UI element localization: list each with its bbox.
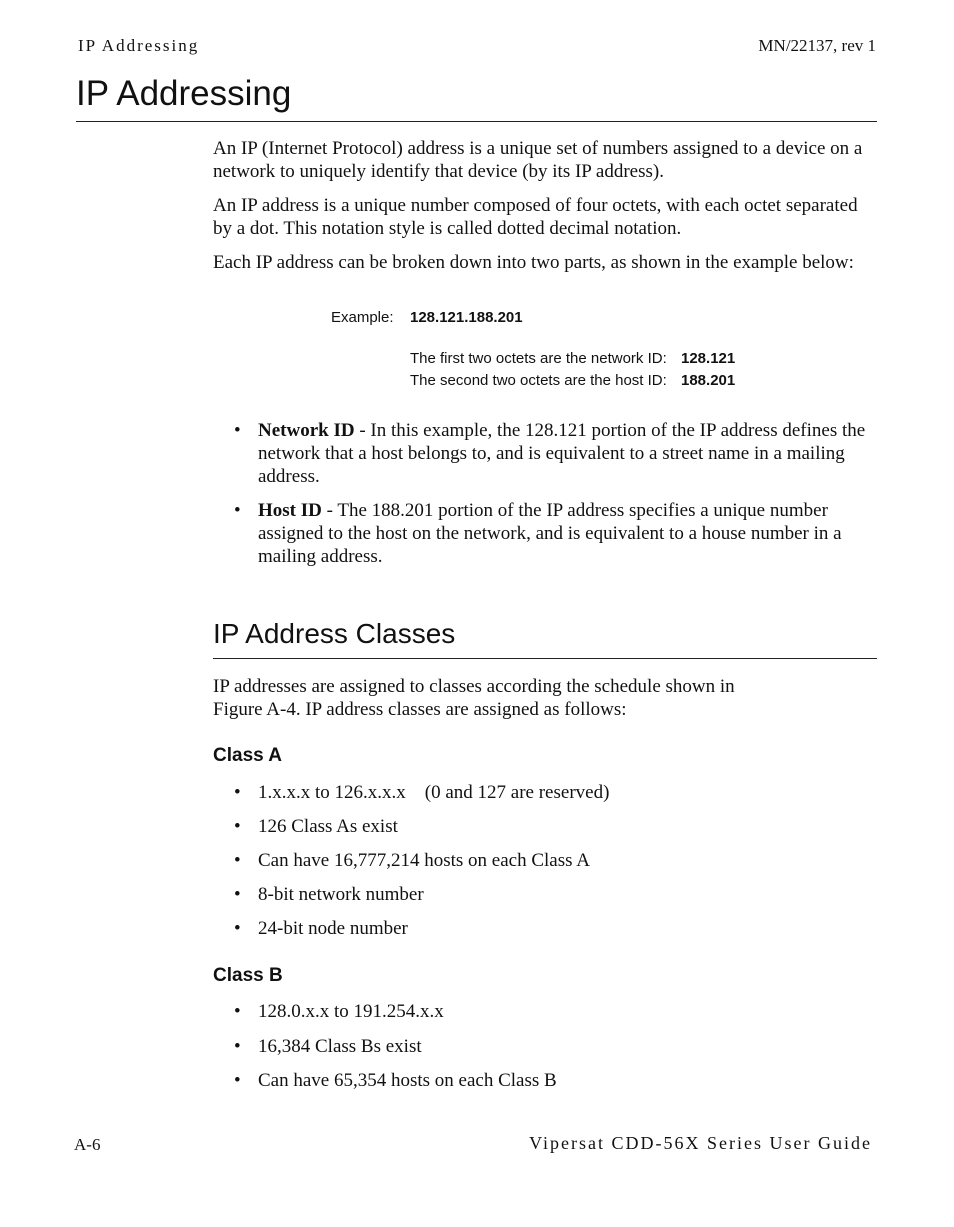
class-a-item: 1.x.x.x to 126.x.x.x (0 and 127 are reserved)	[258, 782, 610, 803]
class-b-item: 16,384 Class Bs exist	[258, 1036, 422, 1057]
class-a-item: 24-bit node number	[258, 918, 408, 939]
term-network-id: Network ID	[258, 420, 355, 441]
example-label: Example:	[331, 309, 394, 326]
example-host-value: 188.201	[681, 372, 736, 389]
classes-intro-line-1: IP addresses are assigned to classes according the schedule shown in	[213, 676, 735, 697]
bullet-glyph: •	[234, 782, 241, 803]
desc-host-id: - The 188.201 portion of the IP address specifies a unique number assigned to the host on the network, and is equivalent to a house number in a mailing address.	[258, 500, 842, 567]
bullet-glyph: •	[234, 1070, 241, 1091]
list-item-host-id	[258, 499, 878, 568]
intro-paragraph-3: Each IP address can be broken down into two parts, as shown in the example below:	[213, 252, 854, 273]
class-b-item: Can have 65,354 hosts on each Class B	[258, 1070, 557, 1091]
section-heading-classes: IP Address Classes	[213, 618, 456, 649]
bullet-glyph: •	[234, 884, 241, 905]
term-host-id: Host ID	[258, 500, 322, 521]
bullet-glyph: •	[234, 1001, 241, 1022]
class-b-item: 128.0.x.x to 191.254.x.x	[258, 1001, 444, 1022]
example-network-text: The first two octets are the network ID:	[410, 350, 667, 367]
title-rule	[76, 121, 877, 122]
example-address: 128.121.188.201	[410, 309, 523, 326]
class-a-item: 8-bit network number	[258, 884, 424, 905]
class-a-heading: Class A	[213, 745, 282, 766]
example-network-value: 128.121	[681, 350, 736, 367]
intro-paragraph-2: An IP address is a unique number composed of four octets, with each octet separated by a dot. This notation style is called dotted decimal notation.	[213, 195, 858, 239]
bullet-glyph: •	[234, 420, 241, 441]
section-rule	[213, 658, 877, 659]
bullet-glyph: •	[234, 500, 241, 521]
class-a-item: Can have 16,777,214 hosts on each Class A	[258, 850, 590, 871]
page-title: IP Addressing	[76, 74, 292, 113]
footer-page-number: A-6	[74, 1135, 101, 1154]
classes-intro-line-2: Figure A-4. IP address classes are assigned as follows:	[213, 699, 627, 720]
example-host-text: The second two octets are the host ID:	[410, 372, 667, 389]
bullet-glyph: •	[234, 1036, 241, 1057]
list-item-network-id	[258, 419, 878, 488]
running-header-section: IP Addressing	[78, 36, 200, 55]
bullet-glyph: •	[234, 918, 241, 939]
desc-network-id: - In this example, the 128.121 portion of the IP address defines the network that a host belongs to, and is equivalent to a street name in a mailing address.	[258, 420, 866, 487]
running-header-doc-id: MN/22137, rev 1	[758, 36, 876, 55]
intro-paragraph-1: An IP (Internet Protocol) address is a unique set of numbers assigned to a device on a network to uniquely identify that device (by its IP address).	[213, 138, 863, 182]
bullet-glyph: •	[234, 850, 241, 871]
class-b-heading: Class B	[213, 965, 283, 986]
footer-guide-title: Vipersat CDD-56X Series User Guide	[529, 1133, 872, 1153]
class-a-item: 126 Class As exist	[258, 816, 398, 837]
bullet-glyph: •	[234, 816, 241, 837]
